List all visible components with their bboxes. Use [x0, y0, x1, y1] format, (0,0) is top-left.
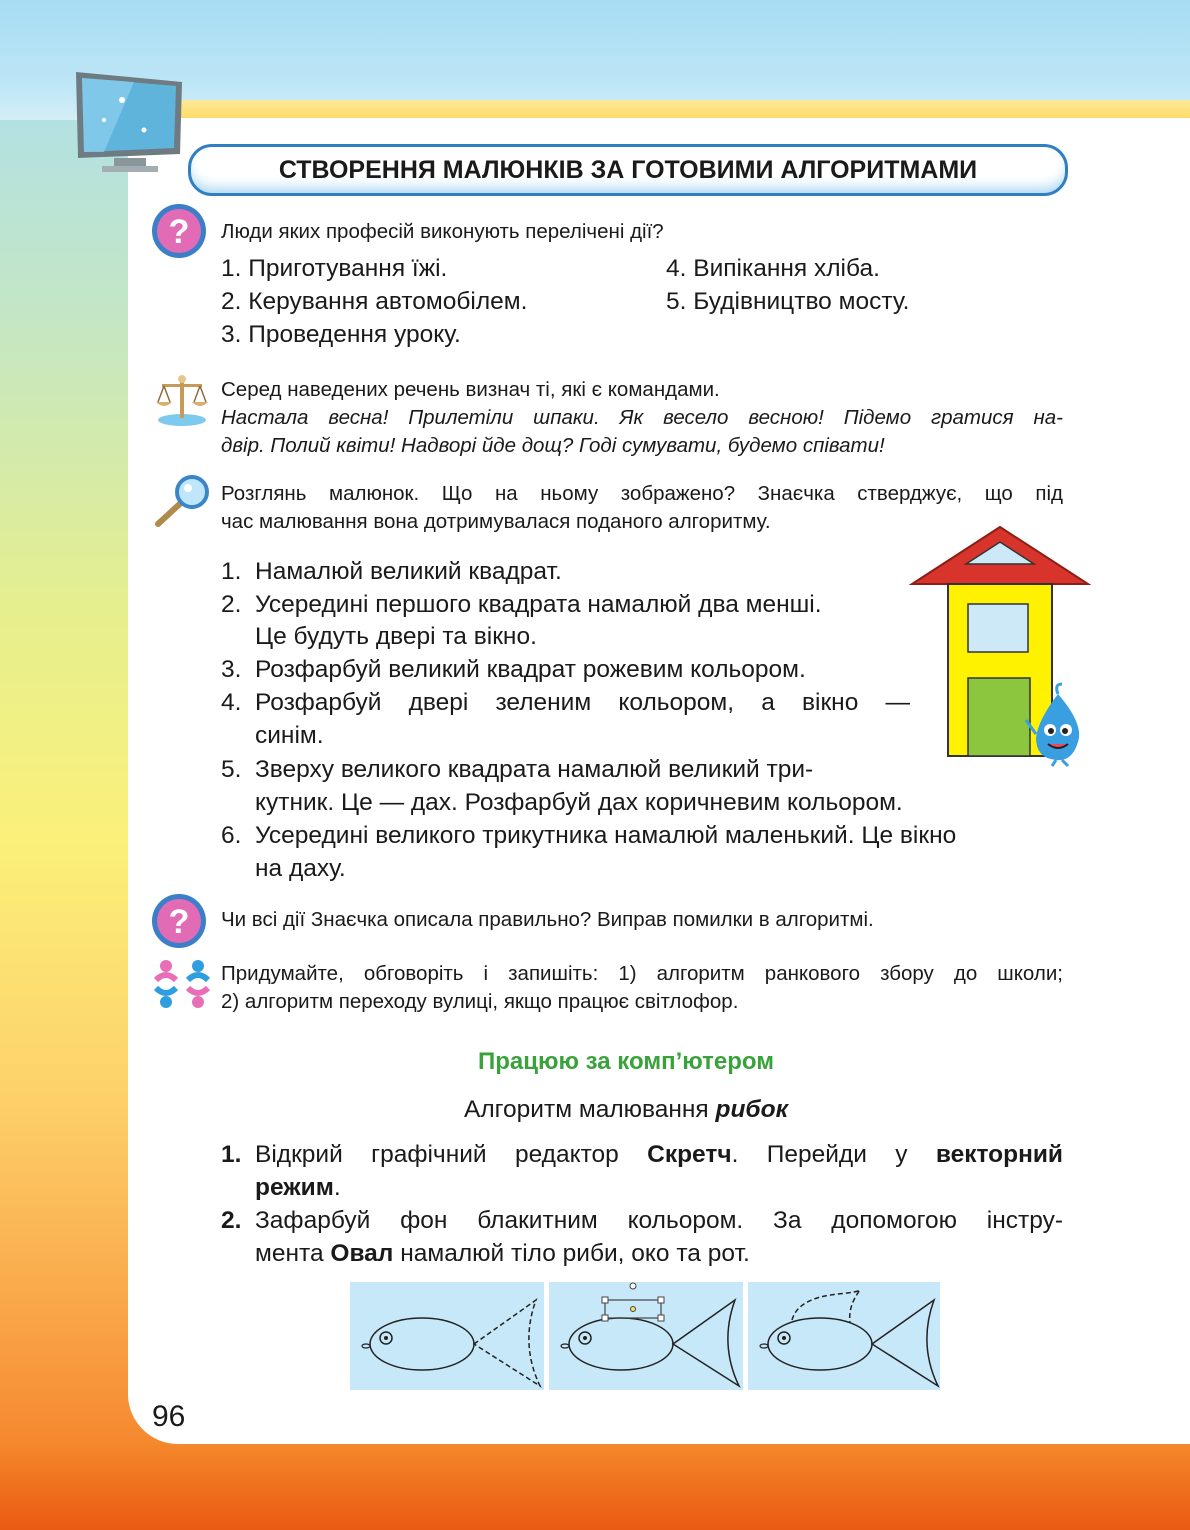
- q1-item-4: 4. Випікання хліба.: [666, 255, 880, 282]
- svg-text:?: ?: [168, 903, 190, 941]
- q1-question: Люди яких професій виконують перелічені дії?: [221, 220, 664, 243]
- fish-panel-2: [549, 1282, 743, 1390]
- q5-line-2: 2) алгоритм переходу вулиці, якщо працює світлофор.: [221, 990, 739, 1013]
- q5-line-1: Придумайте, обговоріть і запишіть: 1) алгоритм ранкового збору до школи;: [221, 962, 1063, 985]
- fish-panel-3: [748, 1282, 940, 1390]
- monitor-icon: [74, 70, 184, 174]
- step-2-line-1: Зафарбуй фон блакитним кольором. За допомогою інстру-: [255, 1207, 1063, 1234]
- step-2-oval: Овал: [330, 1240, 394, 1267]
- step-1-vector: векторний: [935, 1141, 1063, 1168]
- algo-num-1: 1.: [221, 558, 242, 585]
- q4-question: Чи всі дії Знаєчка описала правильно? Виправ помилки в алгоритмі.: [221, 908, 874, 931]
- algo-line-2a: Усередині першого квадрата намалюй два менші.: [255, 591, 822, 618]
- computer-heading: Працюю за комп’ютером: [477, 1048, 774, 1075]
- svg-text:?: ?: [168, 213, 190, 251]
- house-illustration: [908, 524, 1092, 768]
- algo-line-4a: Розфарбуй двері зеленим кольором, а вікно —: [255, 689, 910, 716]
- scales-icon: [152, 372, 212, 428]
- algo-num-3: 3.: [221, 656, 242, 683]
- q1-item-2: 2. Керування автомобілем.: [221, 288, 528, 315]
- question-mark-icon: [150, 892, 208, 950]
- bottom-band: [0, 1440, 1190, 1530]
- step-2-number: 2.: [221, 1207, 242, 1234]
- algo-line-2b: Це будуть двері та вікно.: [255, 623, 537, 650]
- group-work-icon: [152, 954, 212, 1014]
- algo-num-5: 5.: [221, 756, 242, 783]
- algo-line-1: Намалюй великий квадрат.: [255, 558, 562, 585]
- subtitle-bold: рибок: [715, 1096, 788, 1123]
- algo-line-5a: Зверху великого квадрата намалюй великий три-: [255, 756, 814, 783]
- step-2-text-d: намалюй тіло риби, око та рот.: [393, 1240, 750, 1267]
- section-title: СТВОРЕННЯ МАЛЮНКІВ ЗА ГОТОВИМИ АЛГОРИТМАМИ: [278, 156, 978, 184]
- subtitle-prefix: Алгоритм малювання: [464, 1096, 716, 1123]
- fish-panel-1: [350, 1282, 544, 1390]
- computer-subtitle: [0, 1096, 1190, 1124]
- q1-item-3: 3. Проведення уроку.: [221, 321, 461, 348]
- q3-line-2: час малювання вона дотримувалася поданого алгоритму.: [221, 510, 771, 533]
- section-title-box: [188, 144, 1068, 196]
- step-1-text-a: Відкрий графічний редактор: [255, 1141, 648, 1168]
- magnifier-icon: [152, 474, 214, 530]
- algo-num-4: 4.: [221, 689, 242, 716]
- step-1-period: .: [333, 1174, 341, 1201]
- q1-item-5: 5. Будівництво мосту.: [666, 288, 910, 315]
- question-mark-icon: [150, 202, 208, 260]
- step-2-text-b: мента: [255, 1240, 331, 1267]
- algo-line-6a: Усередині великого трикутника намалюй маленький. Це вікно: [255, 822, 957, 849]
- step-1-line-2: [255, 1174, 341, 1202]
- q3-line-1: Розглянь малюнок. Що на ньому зображено? Знаєчка стверджує, що під: [221, 482, 1063, 505]
- step-1-number: 1.: [221, 1141, 242, 1168]
- algo-line-4b: синім.: [255, 722, 324, 749]
- step-1-text-c: . Перейди у: [731, 1141, 936, 1168]
- algo-num-2: 2.: [221, 591, 242, 618]
- q1-item-1: 1. Приготування їжі.: [221, 255, 448, 282]
- step-1-mode: режим: [255, 1174, 334, 1201]
- q2-question: Серед наведених речень визнач ті, які є командами.: [221, 378, 720, 401]
- q2-line-1: Настала весна! Прилетіли шпаки. Як весело весною! Підемо гратися на-: [221, 406, 1063, 429]
- q2-line-2: двір. Полий квіти! Надворі йде дощ? Годі сумувати, будемо співати!: [221, 434, 885, 457]
- step-1-line-1: [255, 1141, 1063, 1169]
- algo-line-6b: на даху.: [255, 855, 346, 882]
- page-number: 96: [152, 1400, 186, 1433]
- step-2-line-2: [255, 1240, 750, 1268]
- step-1-scratch: Скретч: [647, 1141, 732, 1168]
- algo-line-3: Розфарбуй великий квадрат рожевим кольором.: [255, 656, 806, 683]
- algo-line-5b: кутник. Це — дах. Розфарбуй дах коричневим кольором.: [255, 789, 903, 816]
- algo-num-6: 6.: [221, 822, 242, 849]
